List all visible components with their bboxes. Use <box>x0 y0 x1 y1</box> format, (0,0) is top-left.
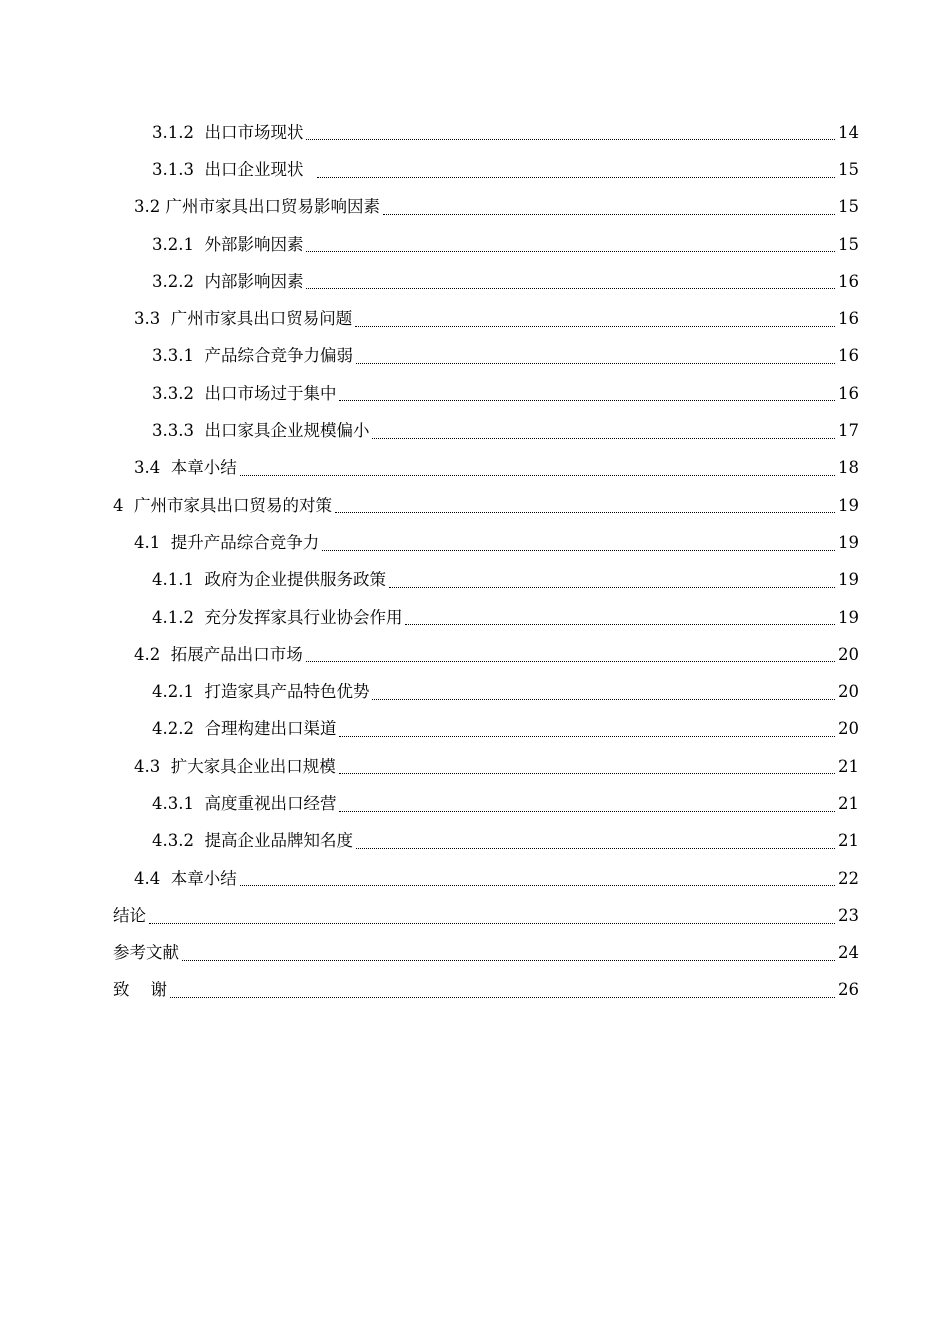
toc-entry-page-number: 20 <box>838 682 859 702</box>
toc-entry-page-number: 19 <box>838 570 859 590</box>
dot-leader <box>240 475 835 476</box>
toc-entry-page-number: 19 <box>838 495 859 515</box>
toc-entry-page-number: 17 <box>838 421 859 441</box>
toc-entry-page-number: 26 <box>838 980 859 1000</box>
toc-entry[interactable] <box>0 935 950 972</box>
toc-entry-label: 4.4 本章小结 <box>134 868 237 888</box>
toc-entry-label: 致 谢 <box>113 980 167 1000</box>
toc-entry-label: 3.3 广州市家具出口贸易问题 <box>134 309 353 329</box>
toc-entry-page-number: 23 <box>838 905 859 925</box>
toc-entry[interactable] <box>0 189 950 226</box>
toc-entry-page-number: 21 <box>838 756 859 776</box>
dot-leader <box>356 363 835 364</box>
dot-leader <box>372 699 835 700</box>
toc-entry-page-number: 15 <box>838 234 859 254</box>
toc-entry-label: 4.1 提升产品综合竞争力 <box>134 532 320 552</box>
toc-entry-page-number: 16 <box>838 383 859 403</box>
toc-entry[interactable] <box>0 748 950 785</box>
toc-entry-page-number: 16 <box>838 346 859 366</box>
toc-entry-label: 4.2.1 打造家具产品特色优势 <box>152 682 370 702</box>
toc-entry-label: 3.3.1 产品综合竞争力偏弱 <box>152 346 353 366</box>
dot-leader <box>306 288 835 289</box>
toc-entry[interactable] <box>0 562 950 599</box>
toc-entry-label: 3.3.3 出口家具企业规模偏小 <box>152 421 370 441</box>
dot-leader <box>182 960 835 961</box>
toc-entry-label: 3.4 本章小结 <box>134 458 237 478</box>
toc-entry[interactable] <box>0 226 950 263</box>
toc-entry-label: 4.3.1 高度重视出口经营 <box>152 793 337 813</box>
toc-entry-page-number: 24 <box>838 943 859 963</box>
toc-entry-label: 结论 <box>113 905 146 925</box>
dot-leader <box>339 400 835 401</box>
toc-entry-page-number: 16 <box>838 309 859 329</box>
dot-leader <box>306 661 835 662</box>
toc-entry[interactable] <box>0 263 950 300</box>
dot-leader <box>339 736 835 737</box>
table-of-contents <box>0 114 950 1009</box>
toc-entry-page-number: 14 <box>838 122 859 142</box>
toc-entry[interactable] <box>0 972 950 1009</box>
toc-entry-label: 3.2.2 内部影响因素 <box>152 271 304 291</box>
dot-leader <box>317 177 835 178</box>
toc-entry[interactable] <box>0 897 950 934</box>
toc-entry-label: 3.2 广州市家具出口贸易影响因素 <box>134 197 380 217</box>
dot-leader <box>355 326 835 327</box>
toc-entry-page-number: 20 <box>838 644 859 664</box>
toc-entry-label: 4 广州市家具出口贸易的对策 <box>113 495 332 515</box>
dot-leader <box>306 251 835 252</box>
toc-entry[interactable] <box>0 785 950 822</box>
dot-leader <box>149 923 835 924</box>
toc-entry[interactable] <box>0 375 950 412</box>
toc-entry-label: 4.1.1 政府为企业提供服务政策 <box>152 570 386 590</box>
toc-entry-page-number: 22 <box>838 868 859 888</box>
toc-entry-label: 4.3 扩大家具企业出口规模 <box>134 756 336 776</box>
toc-entry-label: 4.3.2 提高企业品牌知名度 <box>152 831 353 851</box>
toc-entry[interactable] <box>0 114 950 151</box>
dot-leader <box>389 587 835 588</box>
toc-entry-label: 参考文献 <box>113 943 179 963</box>
toc-entry-page-number: 15 <box>838 159 859 179</box>
toc-entry-page-number: 19 <box>838 607 859 627</box>
dot-leader <box>372 438 835 439</box>
toc-entry[interactable] <box>0 450 950 487</box>
toc-entry-page-number: 16 <box>838 271 859 291</box>
toc-entry-label: 4.2.2 合理构建出口渠道 <box>152 719 337 739</box>
dot-leader <box>405 624 835 625</box>
toc-entry[interactable] <box>0 823 950 860</box>
dot-leader <box>339 811 835 812</box>
toc-entry[interactable] <box>0 338 950 375</box>
toc-entry-page-number: 20 <box>838 719 859 739</box>
toc-entry[interactable] <box>0 673 950 710</box>
toc-entry[interactable] <box>0 487 950 524</box>
dot-leader <box>170 997 835 998</box>
toc-entry[interactable] <box>0 412 950 449</box>
toc-entry[interactable] <box>0 599 950 636</box>
toc-entry-page-number: 15 <box>838 197 859 217</box>
dot-leader <box>356 848 835 849</box>
toc-entry-page-number: 19 <box>838 532 859 552</box>
dot-leader <box>383 214 835 215</box>
toc-entry-page-number: 21 <box>838 793 859 813</box>
toc-entry-page-number: 21 <box>838 831 859 851</box>
toc-entry-page-number: 18 <box>838 458 859 478</box>
toc-entry-label: 3.2.1 外部影响因素 <box>152 234 304 254</box>
dot-leader <box>339 773 835 774</box>
toc-entry[interactable] <box>0 636 950 673</box>
dot-leader <box>335 512 835 513</box>
dot-leader <box>322 550 835 551</box>
toc-entry[interactable] <box>0 524 950 561</box>
toc-entry[interactable] <box>0 860 950 897</box>
toc-entry[interactable] <box>0 300 950 337</box>
toc-entry-label: 3.3.2 出口市场过于集中 <box>152 383 337 403</box>
toc-entry-label: 4.2 拓展产品出口市场 <box>134 644 303 664</box>
dot-leader <box>306 139 835 140</box>
toc-entry-label: 4.1.2 充分发挥家具行业协会作用 <box>152 607 403 627</box>
toc-entry[interactable] <box>0 711 950 748</box>
toc-entry-label: 3.1.3 出口企业现状 <box>152 159 314 179</box>
toc-entry-label: 3.1.2 出口市场现状 <box>152 122 304 142</box>
dot-leader <box>240 885 835 886</box>
toc-entry[interactable] <box>0 151 950 188</box>
